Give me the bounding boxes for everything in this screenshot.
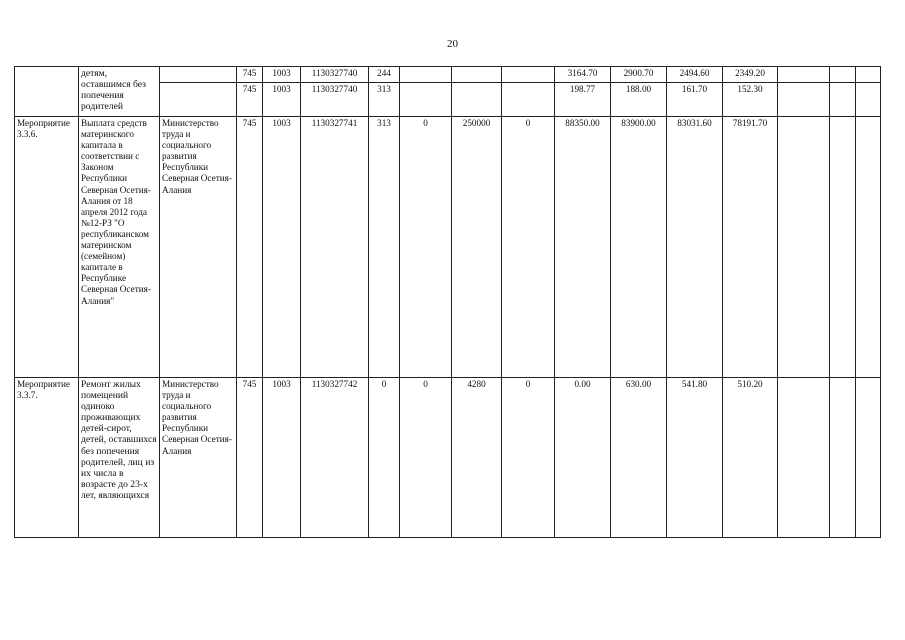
vr-cell: 244: [369, 67, 400, 83]
measure-id-cell: Мероприятие 3.3.6.: [15, 117, 79, 378]
csr-cell: 1130327740: [301, 67, 369, 83]
csr-cell: 1130327741: [301, 117, 369, 378]
rz-cell: 1003: [263, 83, 301, 117]
executor-cell: Министерство труда и социального развития Республики Северная Осетия-Алания: [160, 378, 237, 538]
amount-cell: 161.70: [667, 83, 723, 117]
amount-cell: 83031.60: [667, 117, 723, 378]
grbs-cell: 745: [237, 67, 263, 83]
amount-cell: 0.00: [555, 378, 611, 538]
funding-cell: [502, 67, 555, 83]
table-row: [15, 117, 881, 378]
rz-cell: 1003: [263, 67, 301, 83]
vr-cell: 0: [369, 378, 400, 538]
amount-cell: 83900.00: [611, 117, 667, 378]
measure-id-cell: [15, 67, 79, 117]
measure-name-cell: Ремонт жилых помещений одиноко проживающих детей-сирот, детей, оставшихся без попечения родителей, лиц из их числа в возрасте до 23-х лет, являющихся: [79, 378, 160, 538]
vr-cell: 313: [369, 117, 400, 378]
funding-cell: 0: [502, 117, 555, 378]
amount-cell: 3164.70: [555, 67, 611, 83]
rz-cell: 1003: [263, 378, 301, 538]
vr-cell: 313: [369, 83, 400, 117]
table-row: [15, 378, 881, 538]
empty-cell: [856, 83, 881, 117]
csr-cell: 1130327742: [301, 378, 369, 538]
empty-cell: [856, 378, 881, 538]
csr-cell: 1130327740: [301, 83, 369, 117]
amount-cell: 2349.20: [723, 67, 778, 83]
rz-cell: 1003: [263, 117, 301, 378]
measure-name-cell: Выплата средств материнского капитала в соответствии с Законом Республики Северная Осетия-Алания от 18 апреля 2012 года №12-РЗ "О республиканском материнском (семейном) капитале в Республике Северная Осетия-Алания": [79, 117, 160, 378]
amount-cell: 541.80: [667, 378, 723, 538]
empty-cell: [830, 67, 856, 83]
funding-cell: 4280: [452, 378, 502, 538]
empty-cell: [830, 83, 856, 117]
funding-cell: [400, 83, 452, 117]
amount-cell: 188.00: [611, 83, 667, 117]
funding-cell: [400, 67, 452, 83]
executor-cell: [160, 83, 237, 117]
amount-cell: 152.30: [723, 83, 778, 117]
grbs-cell: 745: [237, 117, 263, 378]
funding-cell: [452, 83, 502, 117]
amount-cell: 198.77: [555, 83, 611, 117]
amount-cell: 88350.00: [555, 117, 611, 378]
empty-cell: [830, 117, 856, 378]
empty-cell: [778, 378, 830, 538]
empty-cell: [856, 117, 881, 378]
funding-cell: [452, 67, 502, 83]
page-number: 20: [447, 38, 458, 50]
budget-table: [14, 66, 881, 538]
amount-cell: 510.20: [723, 378, 778, 538]
funding-cell: 0: [400, 117, 452, 378]
amount-cell: 2900.70: [611, 67, 667, 83]
executor-cell: [160, 67, 237, 83]
table-row: [15, 67, 881, 83]
measure-id-cell: Мероприятие 3.3.7.: [15, 378, 79, 538]
amount-cell: 2494.60: [667, 67, 723, 83]
funding-cell: [502, 83, 555, 117]
empty-cell: [856, 67, 881, 83]
funding-cell: 0: [502, 378, 555, 538]
grbs-cell: 745: [237, 83, 263, 117]
funding-cell: 0: [400, 378, 452, 538]
empty-cell: [778, 67, 830, 83]
amount-cell: 630.00: [611, 378, 667, 538]
empty-cell: [830, 378, 856, 538]
empty-cell: [778, 117, 830, 378]
measure-name-cell: детям, оставшимся без попечения родителей: [79, 67, 160, 117]
executor-cell: Министерство труда и социального развития Республики Северная Осетия-Алания: [160, 117, 237, 378]
amount-cell: 78191.70: [723, 117, 778, 378]
funding-cell: 250000: [452, 117, 502, 378]
grbs-cell: 745: [237, 378, 263, 538]
empty-cell: [778, 83, 830, 117]
